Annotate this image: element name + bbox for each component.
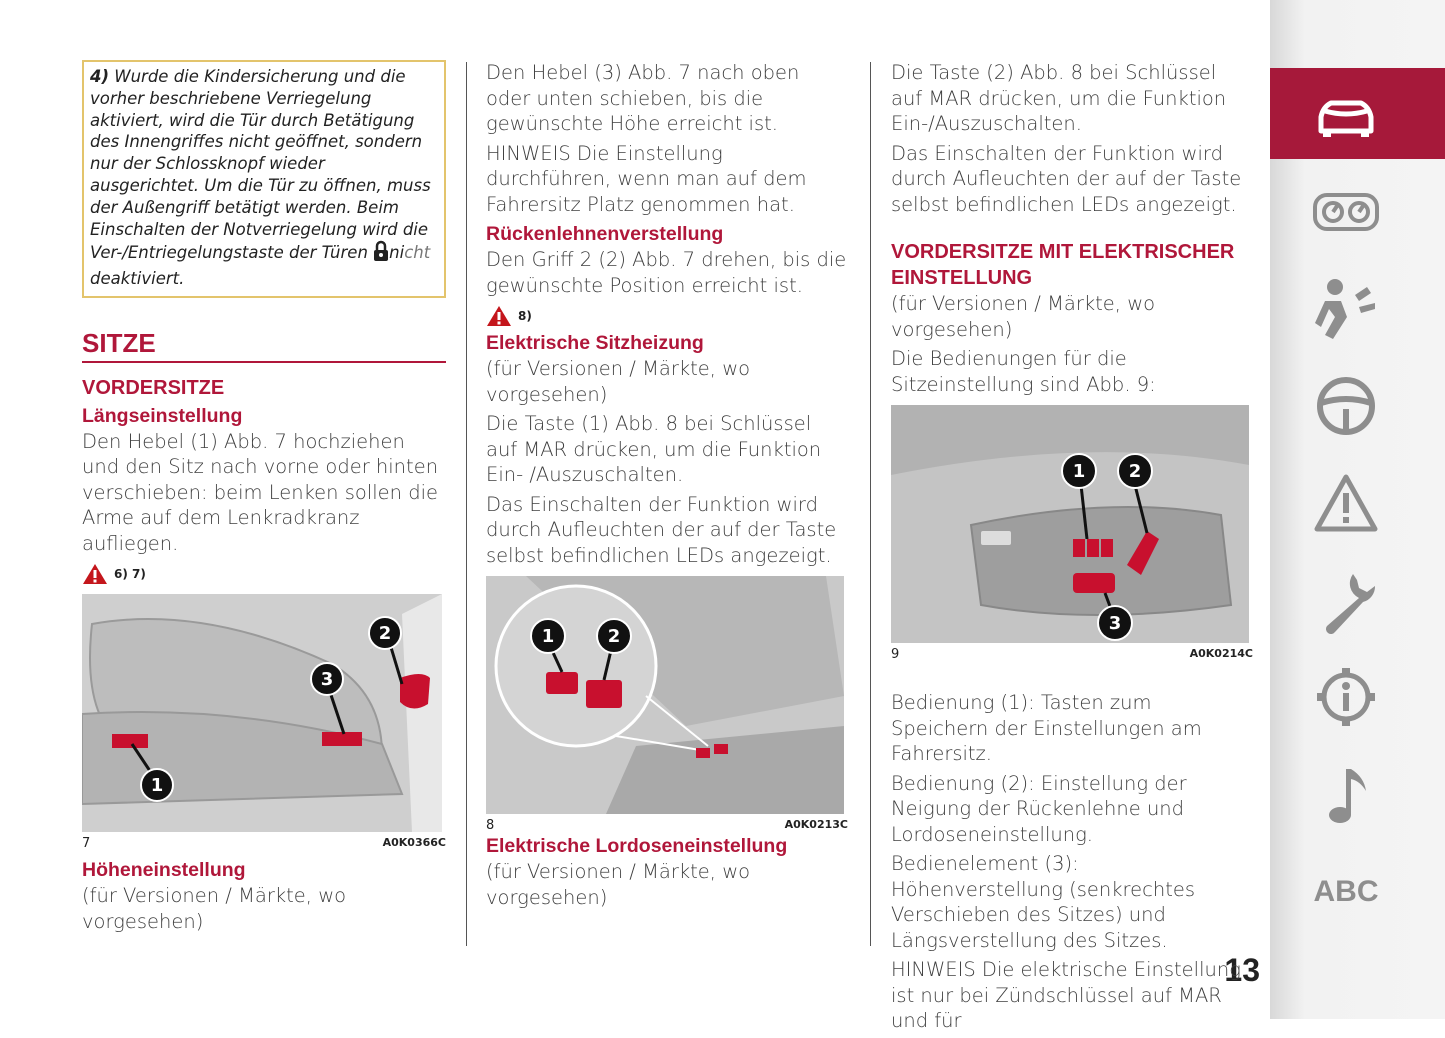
figure-label-1: 1 [530, 618, 566, 654]
warning-triangle-icon[interactable] [1310, 467, 1382, 539]
figure-caption [82, 836, 446, 851]
column-divider [466, 62, 467, 946]
heading-lordose: Elektrische Lordoseneinstellung [486, 835, 788, 857]
figure-number: 8 [486, 818, 495, 833]
column-divider [870, 62, 871, 946]
column-2 [486, 60, 848, 914]
warning-reference [486, 302, 848, 330]
figure-code: A0K0213C [784, 818, 848, 831]
figure-code: A0K0214C [1189, 647, 1253, 660]
figure-caption [486, 818, 848, 833]
bedienung-1: Bedienung (1): Tasten zum Speichern der Einstellungen am Fahrersitz. [891, 691, 1202, 765]
heiz-p2: Die Taste (1) Abb. 8 bei Schlüssel auf MAR drücken, um die Funktion Ein- /Auszuschalten. [486, 412, 822, 486]
warning-triangle-icon [486, 305, 512, 327]
music-note-icon[interactable] [1310, 760, 1382, 832]
col2-p1: Den Hebel (3) Abb. 7 nach oben oder unten schieben, bis die gewünschte Höhe erreicht ist. [486, 61, 800, 135]
figure-label-2: 2 [368, 616, 402, 650]
figure-label-2: 2 [596, 618, 632, 654]
bedienung-2: Bedienung (2): Einstellung der Neigung der Rückenlehne und Lordoseneinstellung. [891, 771, 1187, 846]
col3-p1: Die Taste (2) Abb. 8 bei Schlüssel auf MAR drücken, um die Funktion Ein-/Auszuschalten. [891, 61, 1227, 135]
note-end-tail: deaktiviert. [90, 269, 185, 289]
heading-hoeheneinstellung: Höheneinstellung [82, 859, 246, 882]
warning-reference [82, 560, 446, 588]
figure-number: 7 [82, 836, 91, 852]
note-end-ch: cht [404, 243, 431, 263]
heading-elektrische-einstellung: VORDERSITZE MIT ELEKTRISCHER EINSTELLUNG [891, 241, 1235, 289]
figure-label-3: 3 [1097, 605, 1133, 641]
figure-8 [486, 576, 844, 814]
warning-triangle-icon [82, 563, 108, 585]
col3-p2: Das Einschalten der Funktion wird durch Aufleuchten der auf der Taste selbst befindlichen LEDs angezeigt. [891, 141, 1242, 216]
hoehe-text: (für Versionen / Märkte, wo vorgesehen) [82, 884, 347, 933]
column-3 [891, 60, 1253, 1038]
figure-9 [891, 405, 1249, 643]
page-number: 13 [1224, 952, 1260, 988]
heading-sitzheizung: Elektrische Sitzheizung [486, 332, 704, 354]
figure-caption [891, 647, 1253, 662]
figure-label-2: 2 [1117, 453, 1153, 489]
car-icon[interactable] [1310, 77, 1382, 149]
rueck-text: Den Griff 2 (2) Abb. 7 drehen, bis die gewünschte Position erreicht ist. [486, 248, 847, 297]
column-1 [82, 60, 446, 938]
warning-ref-text: 8) [518, 309, 532, 323]
hinweis-elektrisch: HINWEIS Die elektrische Einstellung ist nur bei Zündschlüssel auf MAR und für [891, 958, 1241, 1032]
figure-label-1: 1 [1061, 453, 1097, 489]
laengs-text: Den Hebel (1) Abb. 7 hochziehen und den Sitz nach vorne oder hinten verschieben: beim Lenken sollen die Arme auf dem Lenkradkranz aufliegen. [82, 429, 439, 555]
heading-rueckenlehne: Rückenlehnenverstellung [486, 223, 724, 245]
airbag-person-icon[interactable] [1310, 272, 1382, 344]
steering-wheel-icon[interactable] [1310, 370, 1382, 442]
heiz-p3: Das Einschalten der Funktion wird durch Aufleuchten der auf der Taste selbst befindlichen LEDs angezeigt. [486, 492, 837, 567]
note-text: Wurde die Kindersicherung und die vorher beschriebene Verriegelung aktiviert, wird die Tür durch Betätigung des Innengriffes nicht geöffnet, sondern nur der Schlossknopf wieder ausgerichtet. Um die Tür zu öffnen, muss der Außengriff betätigt werden. Beim Einschalten der Notverriegelung wird die Ver-/Entriegelungstaste der Türen [90, 67, 431, 263]
heiz-p1: (für Versionen / Märkte, wo vorgesehen) [486, 357, 751, 406]
note-end-pre: ni [389, 243, 405, 263]
info-gear-icon[interactable] [1310, 661, 1382, 733]
lord-text: (für Versionen / Märkte, wo vorgesehen) [486, 860, 751, 909]
bedienung-3: Bedienelement (3): Höhenverstellung (senkrechtes Verschieben des Sitzes) und Längsverstellung des Sitzes. [891, 852, 1196, 952]
figure-label-3: 3 [310, 662, 344, 696]
figure-7 [82, 594, 442, 832]
figure-label-1: 1 [140, 768, 174, 802]
note-box [82, 60, 446, 298]
sidebar-abc-index[interactable]: ABC [1313, 875, 1379, 908]
figure-number: 9 [891, 647, 900, 662]
dashboard-icon[interactable] [1310, 176, 1382, 248]
elek-p2: Die Bedienungen für die Sitzeinstellung sind Abb. 9: [891, 347, 1156, 396]
heading-laengseinstellung: Längseinstellung [82, 404, 243, 427]
elek-p1: (für Versionen / Märkte, wo vorgesehen) [891, 292, 1156, 341]
section-title-sitze: SITZE [82, 328, 446, 363]
figure-code: A0K0366C [382, 836, 446, 850]
lock-icon [373, 240, 389, 268]
subsection-vordersitze: VORDERSITZE [82, 376, 225, 399]
note-number: 4) [90, 67, 110, 86]
col2-p2: HINWEIS Die Einstellung durchführen, wenn man auf dem Fahrersitz Platz genommen hat. [486, 141, 807, 216]
wrench-icon[interactable] [1310, 565, 1382, 637]
warning-ref-text: 6) 7) [114, 567, 146, 582]
